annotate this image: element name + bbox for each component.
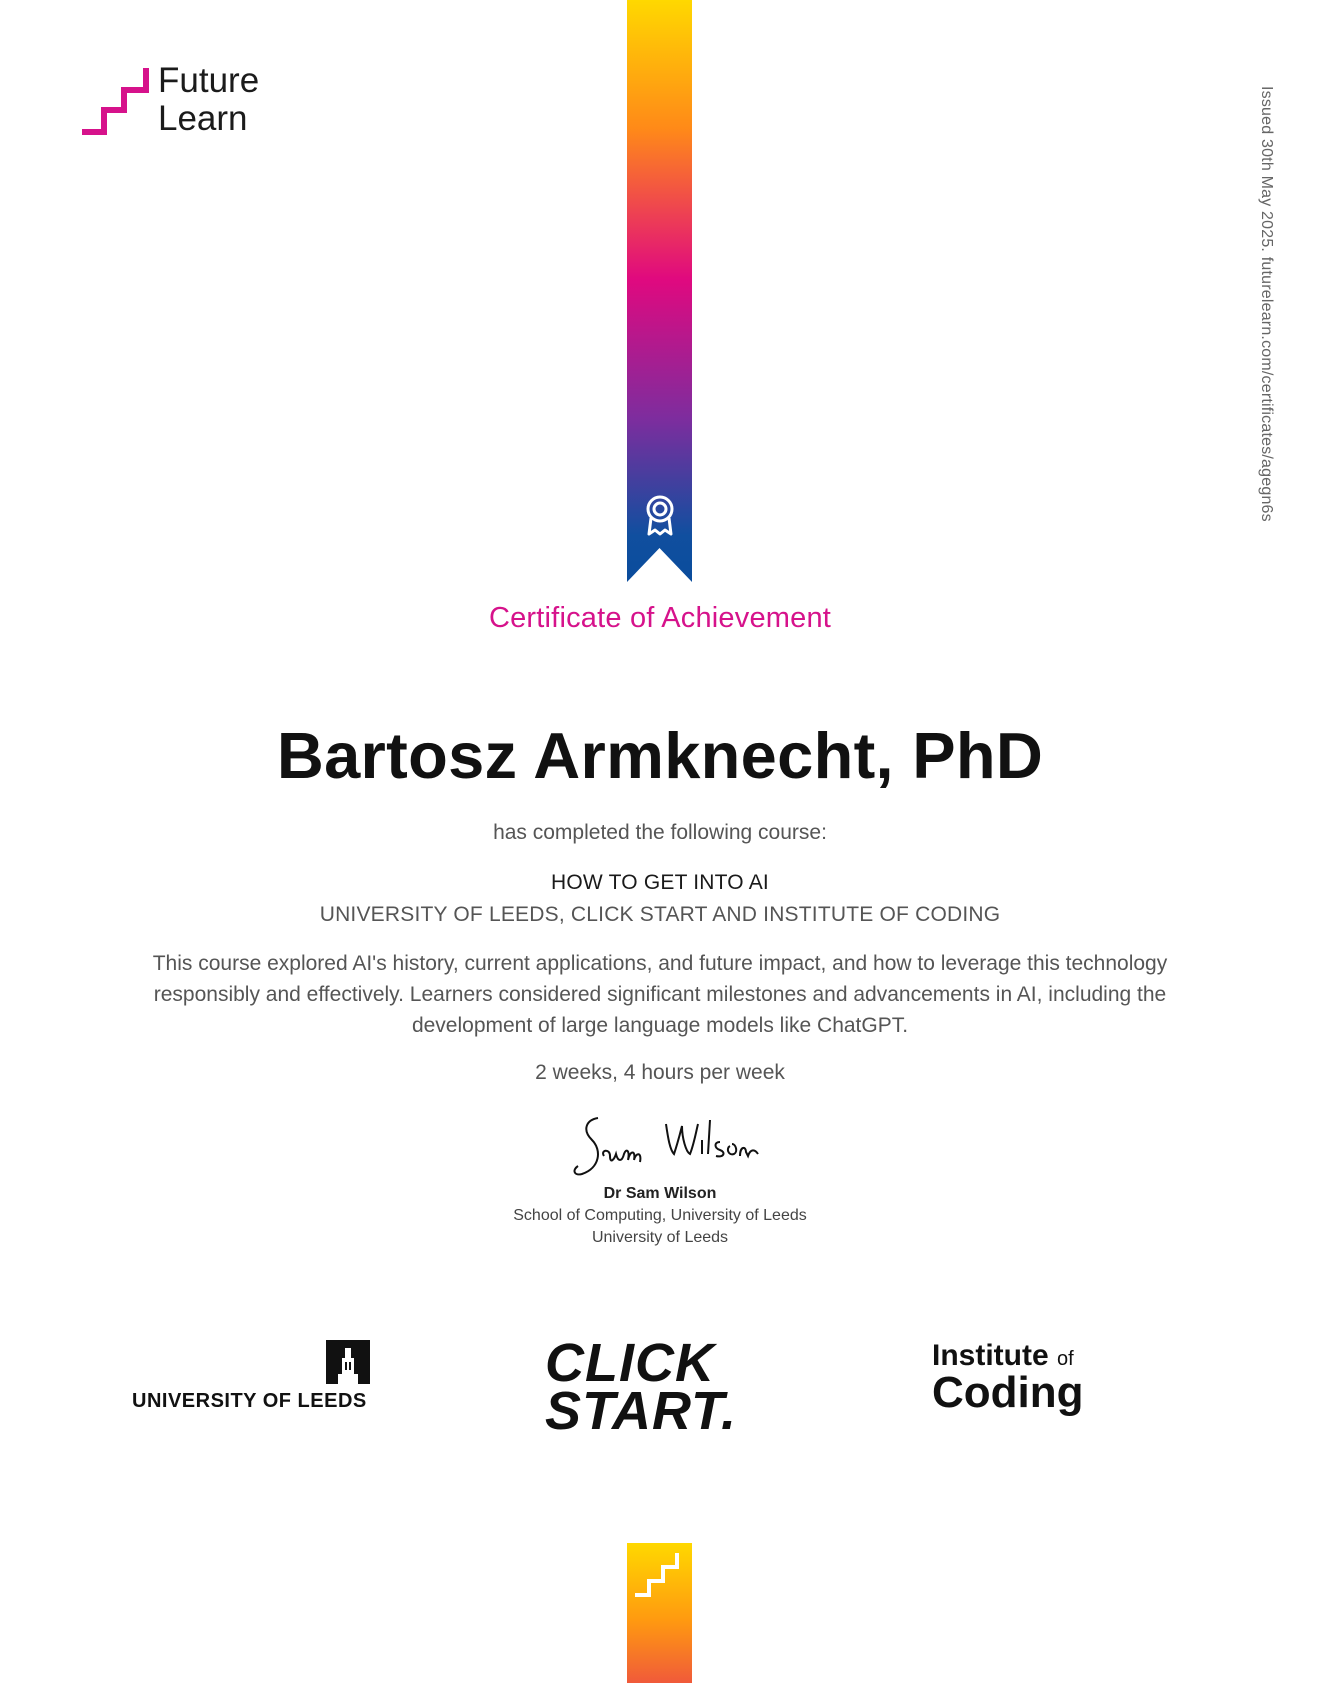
institute-of-coding-logo [932,1340,1102,1420]
futurelearn-steps-icon [80,66,152,136]
logo-line-learn: Learn [158,99,248,138]
signatory-name: Dr Sam Wilson [603,1185,717,1202]
click-start-logo [545,1333,765,1441]
university-of-leeds-logo [130,1340,375,1420]
signature [570,1110,760,1188]
ioc-of: of [1057,1348,1074,1370]
clickstart-line2: START. [545,1381,737,1441]
ribbon-bottom [627,1543,692,1683]
leeds-wordmark: UNIVERSITY OF LEEDS [132,1390,367,1412]
leeds-tower-icon [326,1340,370,1384]
futurelearn-wordmark [158,62,259,138]
signatory-university: University of Leeds [591,1229,729,1246]
award-icon [641,494,679,538]
logo-line-future: Future [158,61,260,100]
ioc-institute: Institute [932,1339,1049,1372]
completed-text: has completed the following course: [493,821,827,844]
certificate-title: Certificate of Achievement [488,602,832,634]
clickstart-line1: CLICK [545,1333,715,1393]
signatory-department: School of Computing, University of Leeds [513,1207,807,1224]
course-organisations: UNIVERSITY OF LEEDS, CLICK START AND INSTITUTE OF CODING [319,903,1001,926]
ioc-line2: Coding [932,1368,1084,1417]
course-title: HOW TO GET INTO AI [551,871,769,894]
course-duration: 2 weeks, 4 hours per week [535,1061,785,1084]
futurelearn-logo [80,62,280,142]
course-description: This course explored AI's history, current applications, and future impact, and how to leverage this technology responsibly and effectively. Learners considered significant milestones and advancements in AI, including the development of large language models like ChatGPT. [152,952,1168,1037]
issued-date-url: Issued 30th May 2025. futurelearn.com/certificates/agegn6s [1258,86,1275,522]
learner-name: Bartosz Armknecht, PhD [276,719,1044,792]
